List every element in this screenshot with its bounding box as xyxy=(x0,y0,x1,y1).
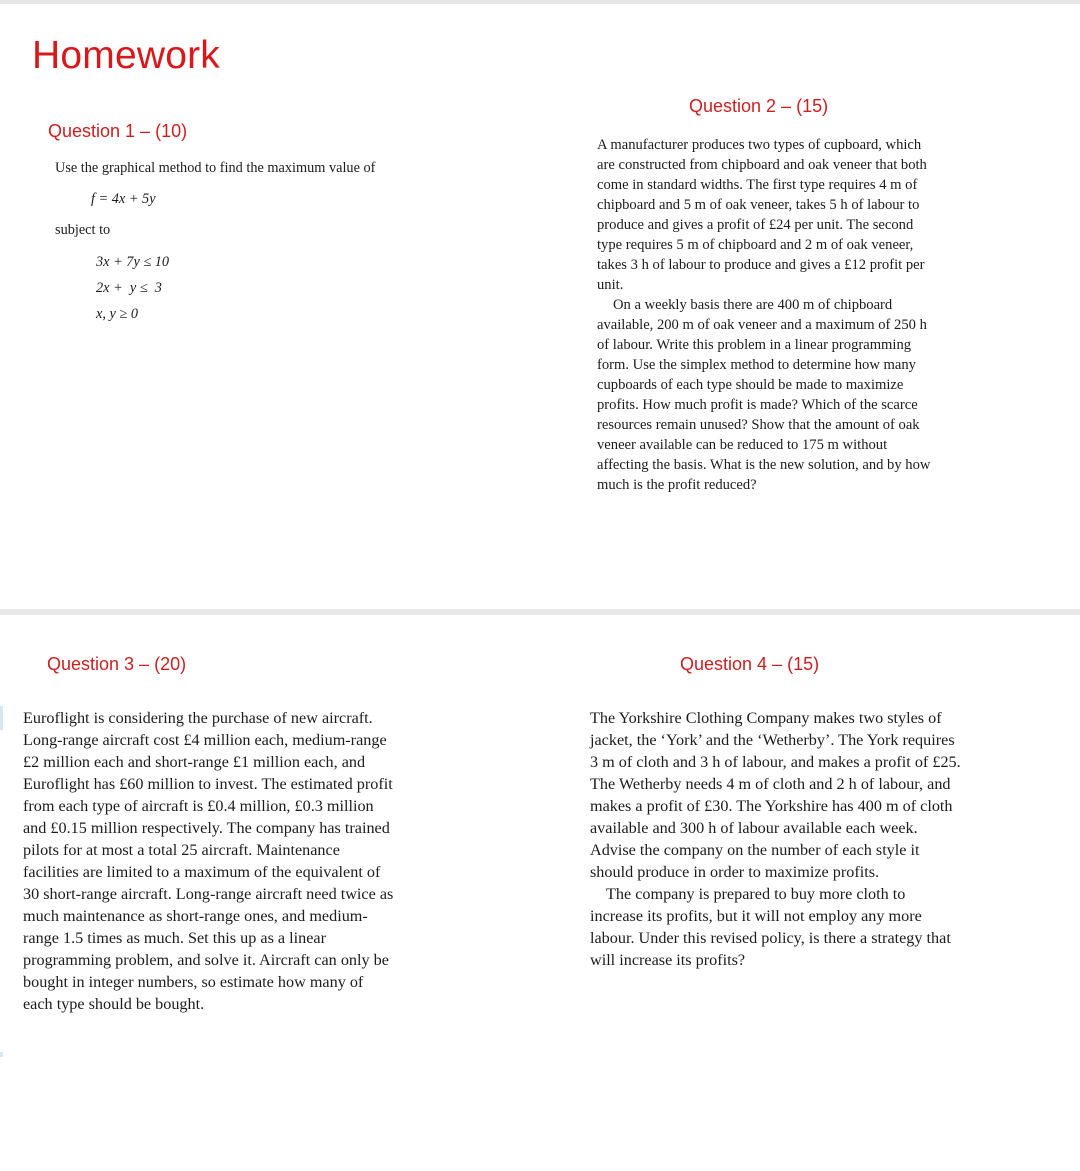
question-3-body xyxy=(23,707,395,1015)
question-1-intro: Use the graphical method to find the maximum value of xyxy=(55,160,376,176)
question-2-paragraph-1: A manufacturer produces two types of cupboard, which are constructed from chipboard and oak veneer that both come in standard widths. The first type requires 4 m of chipboard and 5 m of oak veneer, takes 5 h of labour to produce and gives a profit of £24 per unit. The second type requires 5 m of chipboard and 2 m of oak veneer, takes 3 h of labour to produce and gives a £12 profit per unit. xyxy=(597,137,927,293)
question-4-paragraph-2: The company is prepared to buy more cloth to increase its profits, but it will not employ any more labour. Under this revised policy, is there a strategy that will increase its profits? xyxy=(590,885,951,969)
question-4-body xyxy=(590,707,962,971)
question-4-heading: Question 4 – (15) xyxy=(680,654,820,674)
question-1-body xyxy=(55,159,385,327)
left-margin-marker-bottom xyxy=(0,1052,3,1057)
constraint-3: x, y ≥ 0 xyxy=(96,306,138,322)
left-margin-marker xyxy=(0,706,3,730)
question-3-paragraph-1: Euroflight is considering the purchase of new aircraft. Long-range aircraft cost £4 million each, medium-range £2 million each and short-range £1 million each, and Euroflight has £60 million to invest. The estimated profit from each type of aircraft is £0.4 million, £0.3 million and £0.15 million respectively. The company has trained pilots for at most a total 25 aircraft. Maintenance facilities are limited to a maximum of the equivalent of 30 short-range aircraft. Long-range aircraft need twice as much maintenance as short-range ones, and medium-range 1.5 times as much. Set this up as a linear programming problem, and solve it. Aircraft can only be bought in integer numbers, so estimate how many of each type should be bought. xyxy=(23,709,394,1013)
question-1-heading: Question 1 – (10) xyxy=(48,121,188,141)
question-3-heading: Question 3 – (20) xyxy=(47,654,187,674)
section-divider xyxy=(0,609,1080,615)
constraint-list xyxy=(96,249,385,327)
subject-to-label: subject to xyxy=(55,222,111,238)
question-2-body xyxy=(597,135,942,495)
page-title: Homework xyxy=(32,34,220,77)
constraint-2: 2x + y ≤ 3 xyxy=(96,280,162,296)
question-2-heading: Question 2 – (15) xyxy=(689,96,829,116)
top-border xyxy=(0,0,1080,4)
objective-function: f = 4x + 5y xyxy=(91,191,156,207)
question-2-paragraph-2: On a weekly basis there are 400 m of chipboard available, 200 m of oak veneer and a maximum of 250 h of labour. Write this problem in a linear programming form. Use the simplex method to determine how many cupboards of each type should be made to maximize profits. How much profit is made? Which of the scarce resources remain unused? Show that the amount of oak veneer available can be reduced to 175 m without affecting the basis. What is the new solution, and by how much is the profit reduced? xyxy=(597,297,931,493)
constraint-1: 3x + 7y ≤ 10 xyxy=(96,254,170,270)
question-4-paragraph-1: The Yorkshire Clothing Company makes two styles of jacket, the ‘York’ and the ‘Wetherby’. The York requires 3 m of cloth and 3 h of labour, and makes a profit of £25. The Wetherby needs 4 m of cloth and 2 h of labour, and makes a profit of £30. The Yorkshire has 400 m of cloth available and 300 h of labour available each week. Advise the company on the number of each style it should produce in order to maximize profits. xyxy=(590,709,961,881)
